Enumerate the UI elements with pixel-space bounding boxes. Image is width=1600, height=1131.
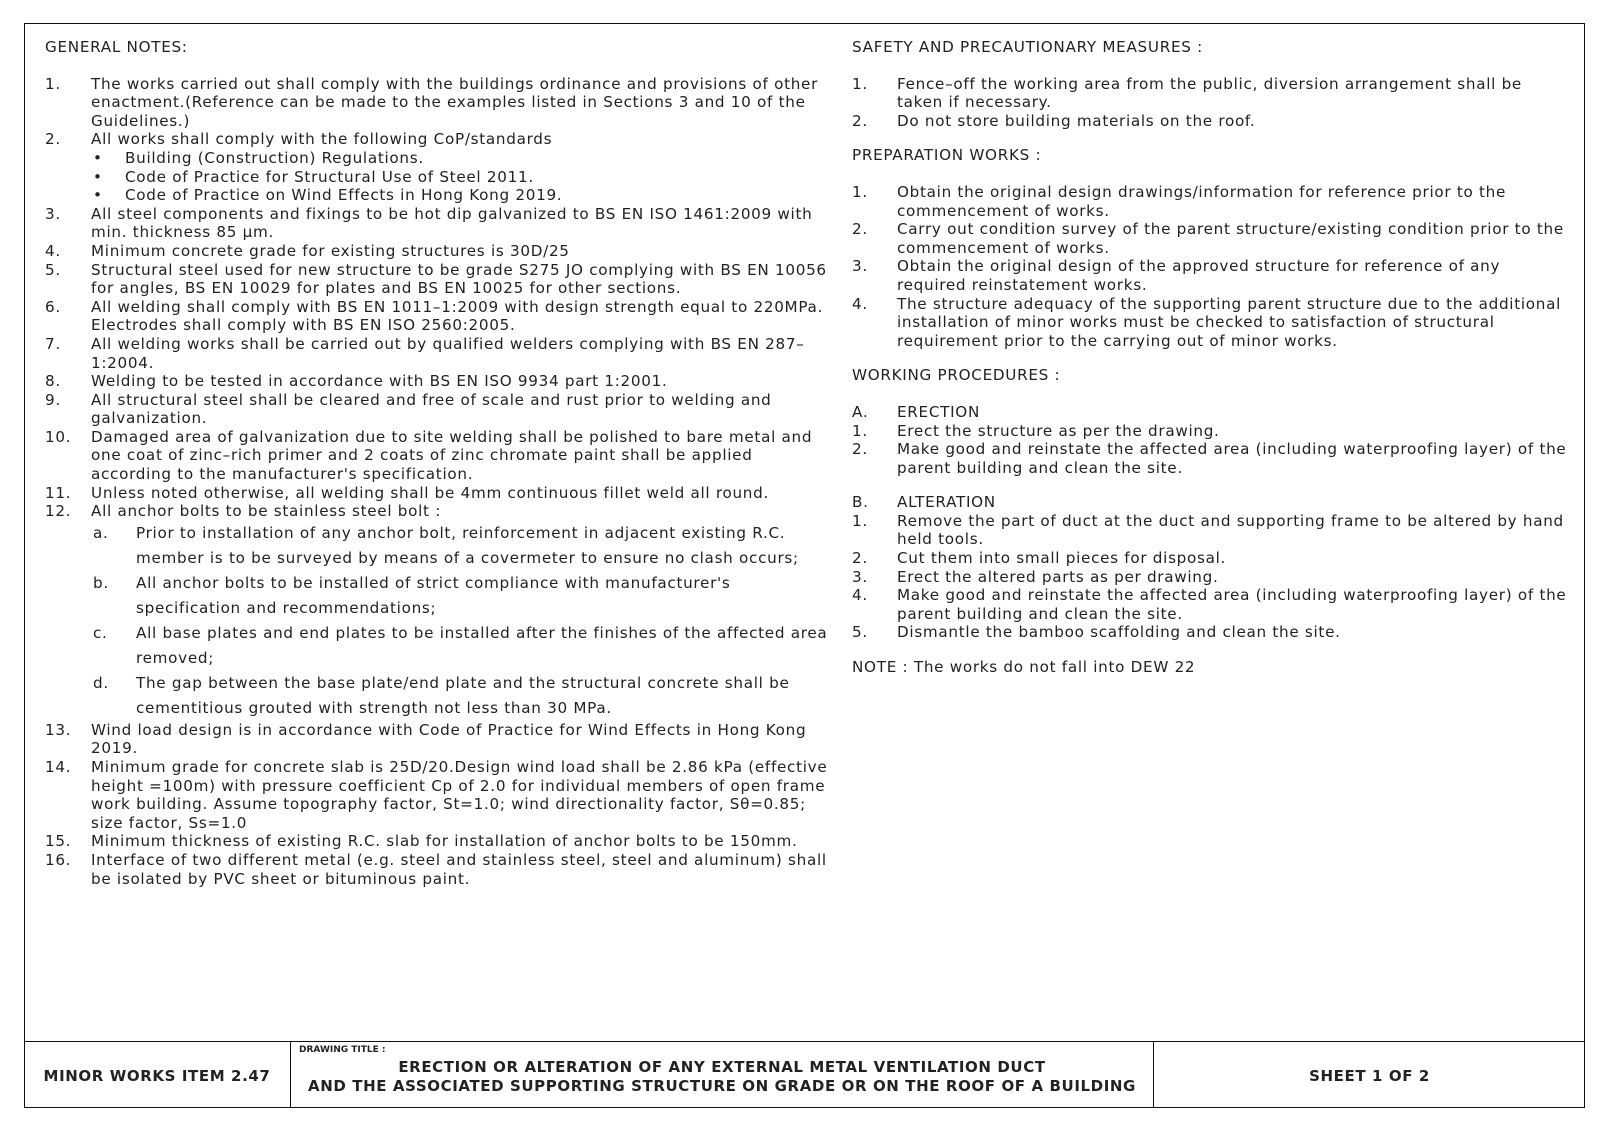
alteration-title: B. ALTERATION (852, 493, 996, 512)
preparation-heading: PREPARATION WORKS : (852, 146, 1042, 165)
list-item: 3. Erect the altered parts as per drawing. (852, 567, 1219, 586)
list-item: 3. All steel components and fixings to be hot dip galvanized to BS EN ISO 1461:2009 with min. thickness 85 µm. (45, 204, 813, 242)
sub-item: d. The gap between the base plate/end plate and the structural concrete shall be cementitious grouted with strength not less than 30 MPa. (93, 673, 790, 717)
sheet-number: SHEET 1 OF 2 (1309, 1067, 1430, 1085)
drawing-title-cell (291, 1042, 1154, 1108)
drawing-title-line1: ERECTION OR ALTERATION OF ANY EXTERNAL METAL VENTILATION DUCT (398, 1058, 1046, 1076)
list-item: 4. Make good and reinstate the affected area (including waterproofing layer) of the parent building and clean the site. (852, 586, 1567, 623)
general-notes-list (45, 75, 835, 889)
list-item: 1. Remove the part of duct at the duct and supporting frame to be altered by hand held tools. (852, 511, 1564, 549)
list-item: 1. Fence–off the working area from the public, diversion arrangement shall be taken if necessary. (852, 74, 1522, 112)
erection-title: A. ERECTION (852, 402, 981, 421)
dew-note: NOTE : The works do not fall into DEW 22 (852, 658, 1196, 677)
list-item: 12. All anchor bolts to be stainless steel bolt : a. Prior to installation of any anchor bolt, reinforcement in adjacent existing R.C. member is to be surveyed by means of a covermeter to ensure no clash occurs; b. All anchor bolts to be installed of strict compliance with manufacturer's specification and recommendations; c. All base plates and end plates to be installed after the finishes of the affected area removed; d. The gap between the base plate/end plate and the structural concrete shall be cementitious grouted with strength not less than 30 MPa. (45, 502, 835, 721)
list-item: 1. Erect the structure as per the drawing. (852, 421, 1220, 440)
list-item: 6. All welding shall comply with BS EN 1011–1:2009 with design strength equal to 220MPa. Electrodes shall comply with BS EN ISO 2560:2005. (45, 297, 824, 335)
list-item: 7. All welding works shall be carried out by qualified welders complying with BS EN 287–1:2004. (45, 334, 805, 372)
bullet-item: • Building (Construction) Regulations. (93, 148, 424, 167)
sheet-cell (1154, 1042, 1585, 1108)
list-item: 2. All works shall comply with the following CoP/standards • Building (Construction) Regulations. • Code of Practice for Structural Use of Steel 2011. • Code of Practice on Wind Effects in Hong Kong 2019. (45, 130, 835, 204)
list-item: 1. The works carried out shall comply with the buildings ordinance and provisions of other enactment.(Reference can be made to the examples listed in Sections 3 and 10 of the Guidelines.) (45, 74, 819, 130)
list-item: 2. Carry out condition survey of the parent structure/existing condition prior to the commencement of works. (852, 220, 1564, 257)
list-item: 3. Obtain the original design of the approved structure for reference of any required reinstatement works. (852, 257, 1501, 294)
list-item: 4. Minimum concrete grade for existing structures is 30D/25 (45, 241, 570, 260)
minor-works-cell (24, 1042, 291, 1108)
drawing-title-line2: AND THE ASSOCIATED SUPPORTING STRUCTURE ON GRADE OR ON THE ROOF OF A BUILDING (308, 1077, 1136, 1095)
list-item: 8. Welding to be tested in accordance with BS EN ISO 9934 part 1:2001. (45, 372, 668, 391)
list-item: 1. Obtain the original design drawings/information for reference prior to the commencement of works. (852, 182, 1507, 220)
list-item: 2. Cut them into small pieces for disposal. (852, 549, 1227, 568)
list-item: 5. Dismantle the bamboo scaffolding and clean the site. (852, 623, 1341, 642)
list-item: 2. Make good and reinstate the affected area (including waterproofing layer) of the parent building and clean the site. (852, 440, 1567, 477)
right-notes-column (852, 38, 1568, 677)
general-notes-heading: GENERAL NOTES: (45, 38, 188, 56)
list-item: 4. The structure adequacy of the supporting parent structure due to the additional installation of minor works must be checked to satisfaction of structural requirement prior to the carrying out of minor works. (852, 294, 1562, 350)
bullet-item: • Code of Practice for Structural Use of Steel 2011. (93, 167, 534, 186)
list-item: 13. Wind load design is in accordance with Code of Practice for Wind Effects in Hong Kong 2019. (45, 720, 807, 758)
safety-heading: SAFETY AND PRECAUTIONARY MEASURES : (852, 38, 1203, 56)
list-item: 10. Damaged area of galvanization due to site welding shall be polished to bare metal and one coat of zinc–rich primer and 2 coats of zinc chromate paint shall be applied according to the manufacturer's specification. (45, 427, 813, 484)
list-item: 16. Interface of two different metal (e.g. steel and stainless steel, steel and aluminum) shall be isolated by PVC sheet or bituminous paint. (45, 851, 827, 888)
list-item: 11. Unless noted otherwise, all welding shall be 4mm continuous fillet weld all round. (45, 483, 770, 502)
list-item: 9. All structural steel shall be cleared and free of scale and rust prior to welding and galvanization. (45, 390, 772, 428)
sub-item: a. Prior to installation of any anchor bolt, reinforcement in adjacent existing R.C. member is to be surveyed by means of a covermeter to ensure no clash occurs; (93, 523, 799, 567)
sub-item: b. All anchor bolts to be installed of strict compliance with manufacturer's specification and recommendations; (93, 573, 731, 617)
general-notes-section (45, 38, 835, 888)
list-item: 5. Structural steel used for new structure to be grade S275 JO complying with BS EN 10056 for angles, BS EN 10029 for plates and BS EN 10025 for other sections. (45, 260, 827, 298)
list-item: 15. Minimum thickness of existing R.C. slab for installation of anchor bolts to be 150mm. (45, 832, 798, 851)
bullet-item: • Code of Practice on Wind Effects in Hong Kong 2019. (93, 186, 563, 205)
list-item: 2. Do not store building materials on the roof. (852, 111, 1256, 130)
list-item: 14. Minimum grade for concrete slab is 25D/20.Design wind load shall be 2.86 kPa (effective height =100m) with pressure coefficient Cp of 2.0 for individual members of open frame work building. Assume topography factor, St=1.0; wind directionality factor, Sθ=0.85; size factor, Ss=1.0 (45, 758, 828, 832)
procedures-heading: WORKING PROCEDURES : (852, 366, 1061, 385)
drawing-title-label: DRAWING TITLE : (299, 1045, 386, 1055)
sub-item: c. All base plates and end plates to be installed after the finishes of the affected area removed; (93, 623, 828, 667)
minor-works-item: MINOR WORKS ITEM 2.47 (43, 1067, 271, 1085)
title-block (24, 1041, 1585, 1108)
